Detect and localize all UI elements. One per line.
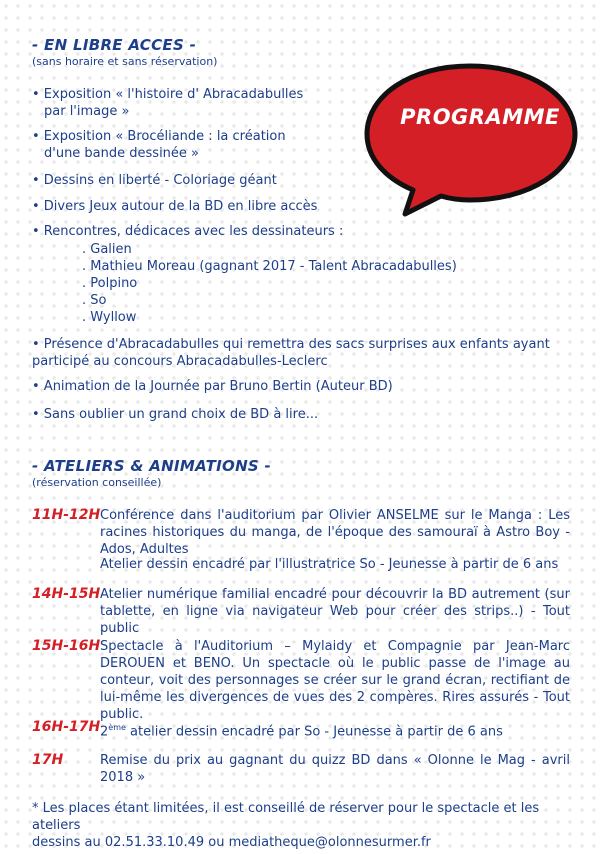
programme-title: PROGRAMME xyxy=(400,105,560,129)
session-text-rest: atelier dessin encadré par So - Jeunesse à partir de 6 ans xyxy=(125,724,503,740)
item-line: participé au concours Abracadabulles-Leclerc xyxy=(32,354,328,369)
ateliers-note: (réservation conseillée) xyxy=(32,476,162,489)
item-line: • Exposition « l'histoire d' Abracadabulles xyxy=(32,87,304,102)
list-item: • Dessins en liberté - Coloriage géant xyxy=(32,173,277,188)
artist-list xyxy=(82,241,457,326)
session-time: 17H xyxy=(32,752,64,768)
libre-acces-heading: - EN LIBRE ACCES - xyxy=(32,36,197,54)
item-line: par l'image » xyxy=(44,104,130,119)
session-time: 15H-16H xyxy=(32,638,101,654)
speech-bubble-icon xyxy=(355,58,585,218)
animation-item: • Animation de la Journée par Bruno Bertin (Auteur BD) xyxy=(32,379,393,394)
footer-line: dessins au 02.51.33.10.49 ou mediatheque@olonnesurmer.fr xyxy=(32,835,431,850)
session-text: Spectacle à l'Auditorium – Mylaidy et Compagnie par Jean-Marc DEROUEN et BENO. Un spectacle où le public passe de l'image au conteur, voit des personnages se créer sur le grand écran, rectifiant de lui-même les divergences de vues des 2 compères. Rires assurés - Tout public. xyxy=(100,639,570,722)
session-time: 16H-17H xyxy=(32,719,101,735)
item-line: • Exposition « Brocéliande : la création xyxy=(32,129,286,144)
session-text: Remise du prix au gagnant du quizz BD dans « Olonne le Mag - avril 2018 » xyxy=(100,753,570,785)
session-text: Atelier dessin encadré par l'illustratrice So - Jeunesse à partir de 6 ans xyxy=(100,557,559,572)
artist-item: . Galien xyxy=(82,242,132,257)
footer-line: * Les places étant limitées, il est conseillé de réserver pour le spectacle et les ateliers xyxy=(32,801,540,833)
artist-item: . So xyxy=(82,293,107,308)
item-line: d'une bande dessinée » xyxy=(44,146,200,161)
ateliers-heading: - ATELIERS & ANIMATIONS - xyxy=(32,457,272,475)
libre-acces-note: (sans horaire et sans réservation) xyxy=(32,55,218,68)
artist-item: . Mathieu Moreau (gagnant 2017 - Talent Abracadabulles) xyxy=(82,259,457,274)
session-time: 14H-15H xyxy=(32,586,101,602)
session-text: Atelier numérique familial encadré pour découvrir la BD autrement (sur tablette, en ligne via navigateur Web pour créer des strips..) - Tout public xyxy=(100,587,570,636)
presence-item xyxy=(32,336,550,370)
ordinal-number: 2 xyxy=(100,724,109,740)
session-time: 11H-12H xyxy=(32,507,101,523)
footer-note xyxy=(32,800,577,851)
artist-item: . Polpino xyxy=(82,276,138,291)
programme-bubble xyxy=(355,58,585,218)
oublier-item: • Sans oublier un grand choix de BD à lire... xyxy=(32,407,319,422)
artist-item: . Wyllow xyxy=(82,310,137,325)
list-item: • Divers Jeux autour de la BD en libre accès xyxy=(32,199,318,214)
list-item xyxy=(32,128,286,162)
item-line: • Présence d'Abracadabulles qui remettra des sacs surprises aux enfants ayant xyxy=(32,337,550,352)
list-item xyxy=(32,86,303,120)
list-item: • Rencontres, dédicaces avec les dessinateurs : xyxy=(32,224,344,239)
session-text xyxy=(100,719,570,740)
session-text: Conférence dans l'auditorium par Olivier ANSELME sur le Manga : Les racines historiques du manga, de l'époque des samouraï à Astro Boy - Ados, Adultes xyxy=(100,508,570,557)
ordinal-suffix: ème xyxy=(108,723,126,732)
